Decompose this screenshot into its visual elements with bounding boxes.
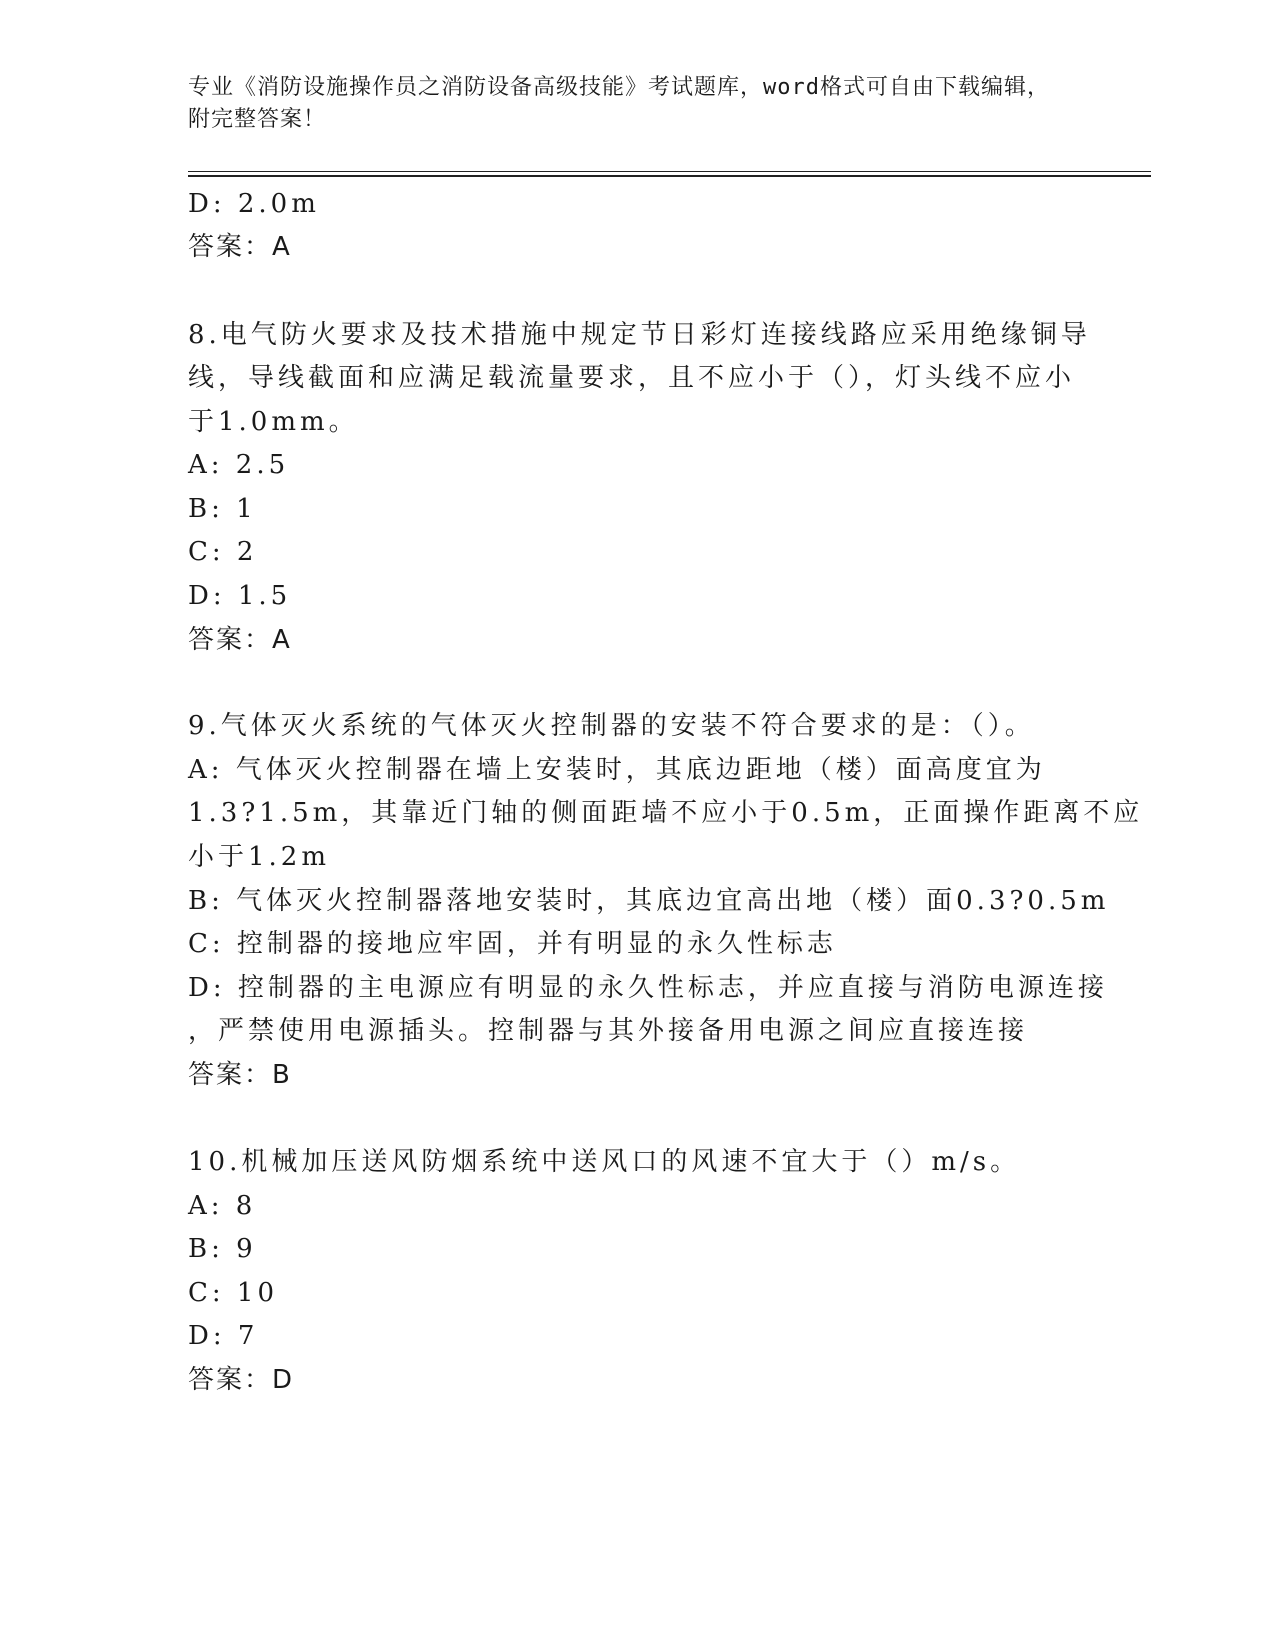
prev-option-d: D: 2.0m xyxy=(188,189,320,219)
q10-answer: 答案：D xyxy=(188,1365,295,1395)
q10-option-b: B: 9 xyxy=(188,1234,257,1264)
q10-stem: 10.机械加压送风防烟系统中送风口的风速不宜大于（）m/s。 xyxy=(188,1147,1021,1177)
q8-option-a: A: 2.5 xyxy=(188,450,290,480)
header-divider-thick xyxy=(188,175,1151,177)
q9-option-a-line2: 1.3?1.5m，其靠近门轴的侧面距墙不应小于0.5m，正面操作距离不应 xyxy=(188,798,1144,828)
q9-option-c: C: 控制器的接地应牢固，并有明显的永久性标志 xyxy=(188,929,837,959)
q8-option-c: C: 2 xyxy=(188,537,258,567)
q9-answer: 答案：B xyxy=(188,1060,292,1090)
prev-answer: 答案：A xyxy=(188,232,292,262)
q10-option-c: C: 10 xyxy=(188,1278,279,1308)
q9-option-d-line1: D: 控制器的主电源应有明显的永久性标志，并应直接与消防电源连接 xyxy=(188,973,1108,1003)
page-header: 专业《消防设施操作员之消防设备高级技能》考试题库，word格式可自由下载编辑，附完整答案！ xyxy=(188,75,1050,132)
q10-option-d: D: 7 xyxy=(188,1321,259,1351)
q9-option-b: B: 气体灭火控制器落地安装时，其底边宜高出地（楼）面0.3?0.5m xyxy=(188,886,1110,916)
q9-option-a-line3: 小于1.2m xyxy=(188,842,331,872)
q8-option-d: D: 1.5 xyxy=(188,581,292,611)
q9-stem: 9.气体灭火系统的气体灭火控制器的安装不符合要求的是：（）。 xyxy=(188,711,1035,741)
q8-stem-line3: 于1.0mm。 xyxy=(188,407,359,437)
q9-option-a-line1: A: 气体灭火控制器在墙上安装时，其底边距地（楼）面高度宜为 xyxy=(188,755,1046,785)
q8-stem-line1: 8.电气防火要求及技术措施中规定节日彩灯连接线路应采用绝缘铜导 xyxy=(188,320,1091,350)
q10-option-a: A: 8 xyxy=(188,1191,257,1221)
q9-option-d-line2: ，严禁使用电源插头。控制器与其外接备用电源之间应直接连接 xyxy=(188,1016,1029,1046)
q8-option-b: B: 1 xyxy=(188,494,257,524)
q8-answer: 答案：A xyxy=(188,625,292,655)
q8-stem-line2: 线，导线截面和应满足载流量要求，且不应小于（），灯头线不应小 xyxy=(188,363,1076,393)
header-divider-thin xyxy=(188,171,1151,172)
